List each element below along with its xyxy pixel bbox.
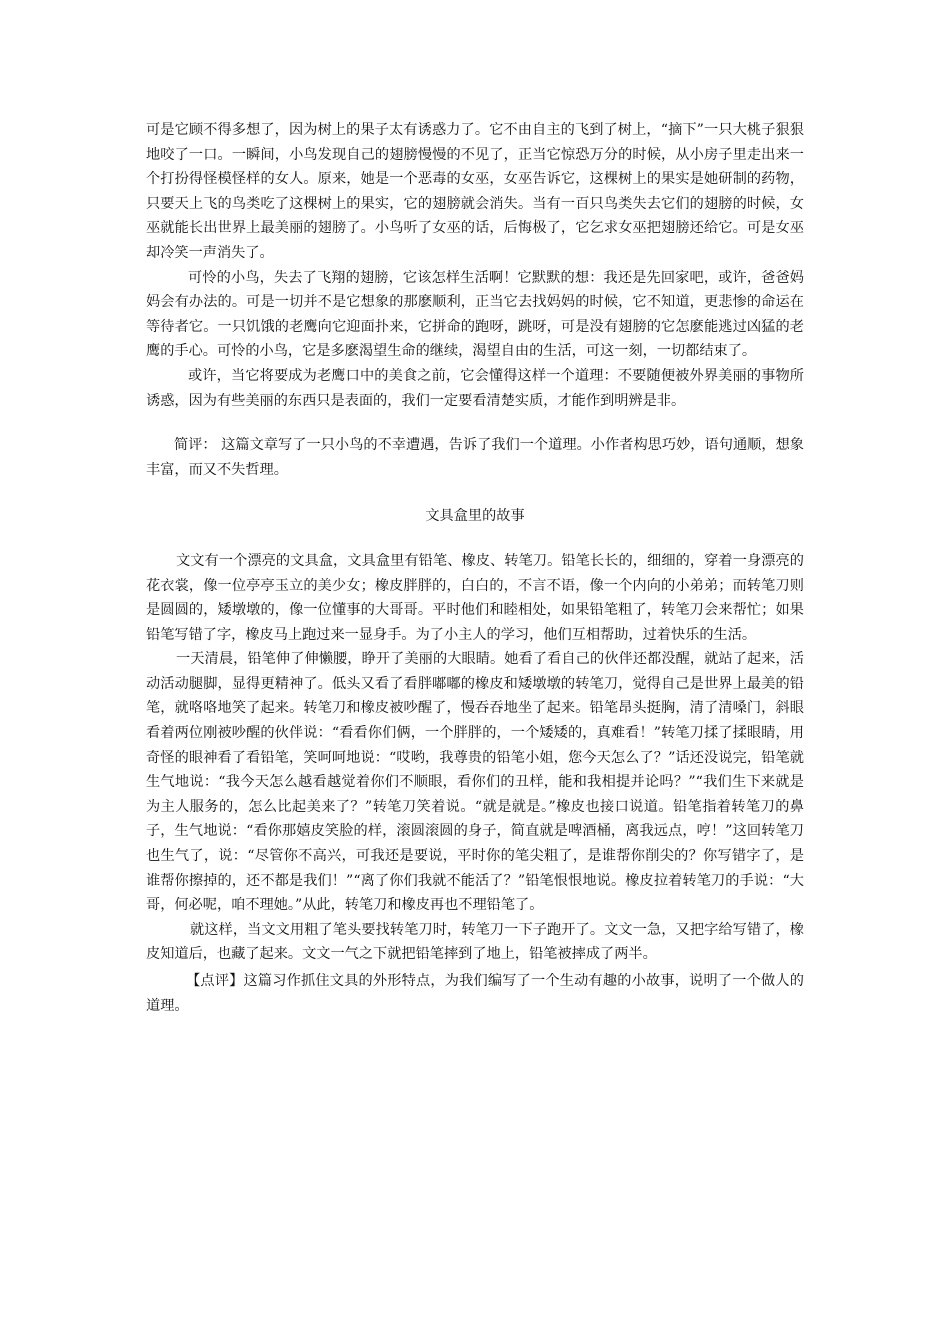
story2-paragraph-3: 就这样，当文文用粗了笔头要找转笔刀时，转笔刀一下子跑开了。文文一急，又把字给写错了，橡皮知道后，也藏了起来。文文一气之下就把铅笔摔到了地上，铅笔被摔成了两半。 xyxy=(146,921,804,963)
story1-paragraph-2: 可怜的小鸟，失去了飞翔的翅膀，它该怎样生活啊！它默默的想：我还是先回家吧，或许，爸爸妈妈会有办法的。可是一切并不是它想象的那麽顺利，正当它去找妈妈的时候，它不知道，更悲惨的命运在等待者它。一只饥饿的老鹰向它迎面扑来，它拼命的跑呀，跳呀，可是没有翅膀的它怎麽能逃过凶猛的老鹰的手心。可怜的小鸟，它是多麽渴望生命的继续，渴望自由的生活，可这一刻，一切都结束了。 xyxy=(146,269,804,360)
story1-paragraph-3: 或许，当它将要成为老鹰口中的美食之前，它会懂得这样一个道理：不要随便被外界美丽的事物所诱惑，因为有些美丽的东西只是表面的，我们一定要看清楚实质，才能作到明辨是非。 xyxy=(146,367,804,409)
story2-paragraph-2: 一天清晨，铅笔伸了伸懒腰，睁开了美丽的大眼睛。她看了看自己的伙伴还都没醒，就站了起来，活动活动腿脚，显得更精神了。低头又看了看胖嘟嘟的橡皮和矮墩墩的转笔刀，觉得自己是世界上最美的铅笔，就咯咯地笑了起来。转笔刀和橡皮被吵醒了，慢吞吞地坐了起来。铅笔昂头挺胸，清了清嗓门，斜眼看着两位刚被吵醒的伙伴说：“看看你们俩，一个胖胖的，一个矮矮的，真难看！”转笔刀揉了揉眼睛，用奇怪的眼神看了看铅笔，笑呵呵地说：“哎哟，我尊贵的铅笔小姐，您今天怎么了？”话还没说完，铅笔就生气地说：“我今天怎么越看越觉着你们不顺眼，看你们的丑样，能和我相提并论吗？”“我们生下来就是为主人服务的，怎么比起美来了？”转笔刀笑着说。“就是就是。”橡皮也接口说道。铅笔指着转笔刀的鼻子，生气地说：“看你那嬉皮笑脸的样，滚圆滚圆的身子，简直就是啤酒桶，离我远点，哼！”这回转笔刀也生气了，说：“尽管你不高兴，可我还是要说，平时你的笔尖粗了，是谁帮你削尖的？你写错字了，是谁帮你擦掉的，还不都是我们！”“离了你们我就不能活了？”铅笔恨恨地说。橡皮拉着转笔刀的手说：“大哥，何必呢，咱不理她。”从此，转笔刀和橡皮再也不理铅笔了。 xyxy=(146,651,804,914)
story2-paragraph-1: 文文有一个漂亮的文具盒，文具盒里有铅笔、橡皮、转笔刀。铅笔长长的，细细的，穿着一身漂亮的花衣裳，像一位亭亭玉立的美少女；橡皮胖胖的，白白的，不言不语，像一个内向的小弟弟；而转笔刀则是圆圆的，矮墩墩的，像一位懂事的大哥哥。平时他们和睦相处，如果铅笔粗了，转笔刀会来帮忙；如果铅笔写错了字，橡皮马上跑过来一显身手。为了小主人的学习，他们互相帮助，过着快乐的生活。 xyxy=(146,552,804,643)
story2-title: 文具盒里的故事 xyxy=(425,508,525,525)
story1-paragraph-1: 可是它顾不得多想了，因为树上的果子太有诱惑力了。它不由自主的飞到了树上，“摘下”一只大桃子狠狠地咬了一口。一瞬间，小鸟发现自己的翅膀慢慢的不见了，正当它惊恐万分的时候，从小房子里走出来一个打扮得怪模怪样的女人。原来，她是一个恶毒的女巫，女巫告诉它，这棵树上的果实是她研制的药物，只要天上飞的鸟类吃了这棵树上的果实，它的翅膀就会消失。当有一百只鸟类失去它们的翅膀的时候，女巫就能长出世界上最美丽的翅膀了。小鸟听了女巫的话，后悔极了，它乞求女巫把翅膀还给它。可是女巫却冷笑一声消失了。 xyxy=(146,122,804,261)
story1-comment: 简评： 这篇文章写了一只小鸟的不幸遭遇，告诉了我们一个道理。小作者构思巧妙，语句通顺，想象丰富，而又不失哲理。 xyxy=(146,437,804,478)
story2-comment: 【点评】这篇习作抓住文具的外形特点，为我们编写了一个生动有趣的小故事，说明了一个做人的道理。 xyxy=(146,973,804,1014)
document-page xyxy=(146,118,804,1018)
